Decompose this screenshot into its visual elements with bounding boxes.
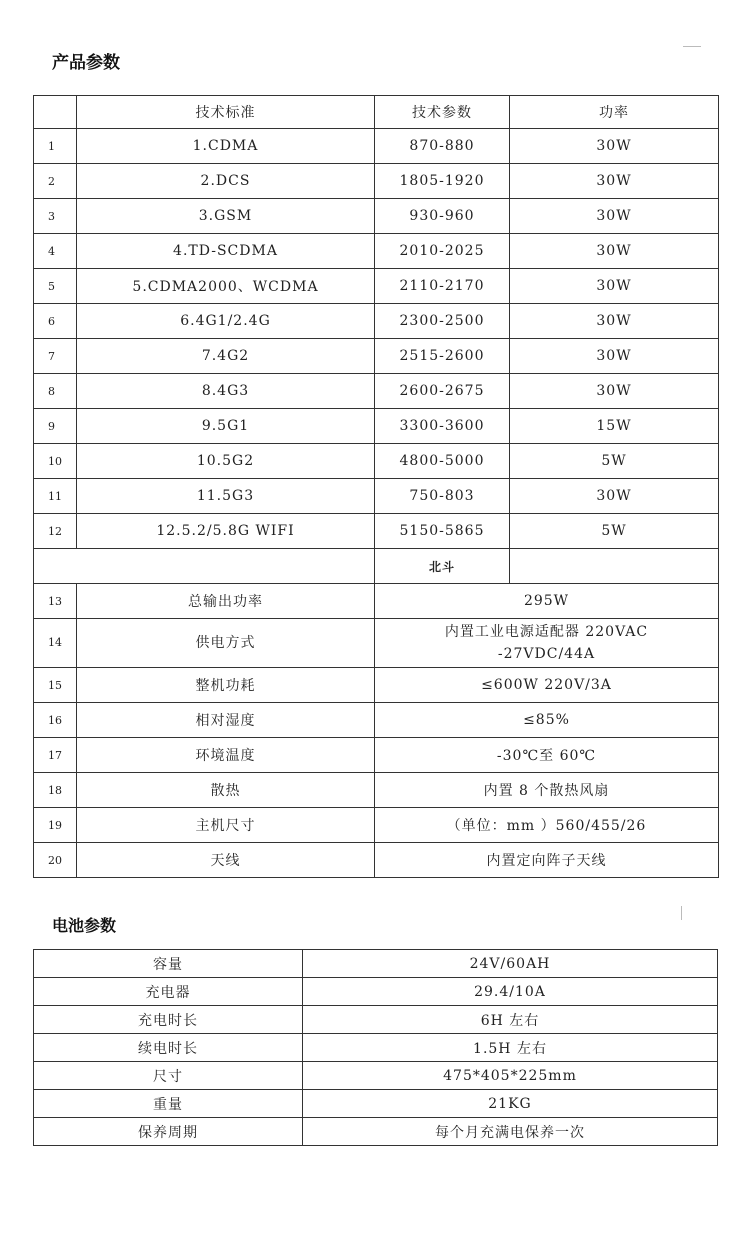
spec-value bbox=[375, 619, 719, 668]
band-standard: 10.5G2 bbox=[77, 444, 375, 479]
row-index: 18 bbox=[34, 773, 77, 808]
beidou-empty-power-cell bbox=[510, 549, 719, 584]
battery-param-name: 尺寸 bbox=[34, 1062, 303, 1090]
row-index: 13 bbox=[34, 584, 77, 619]
band-power: 30W bbox=[510, 269, 719, 304]
table-row bbox=[34, 1062, 718, 1090]
band-param: 2300-2500 bbox=[375, 304, 510, 339]
row-index: 1 bbox=[34, 129, 77, 164]
spec-name: 相对湿度 bbox=[77, 703, 375, 738]
band-power: 30W bbox=[510, 234, 719, 269]
row-index: 4 bbox=[34, 234, 77, 269]
header-cell-power: 功率 bbox=[510, 96, 719, 129]
battery-param-name: 重量 bbox=[34, 1090, 303, 1118]
table-row bbox=[34, 479, 719, 514]
row-index: 10 bbox=[34, 444, 77, 479]
spec-value: ≤600W 220V/3A bbox=[375, 668, 719, 703]
spec-name: 主机尺寸 bbox=[77, 808, 375, 843]
row-index: 11 bbox=[34, 479, 77, 514]
row-index: 12 bbox=[34, 514, 77, 549]
battery-param-name: 充电器 bbox=[34, 978, 303, 1006]
row-index: 15 bbox=[34, 668, 77, 703]
spec-row bbox=[34, 668, 719, 703]
spec-name: 供电方式 bbox=[77, 619, 375, 668]
beidou-empty-cell bbox=[34, 549, 375, 584]
band-standard: 8.4G3 bbox=[77, 374, 375, 409]
battery-param-value: 每个月充满电保养一次 bbox=[303, 1118, 718, 1146]
battery-param-value: 24V/60AH bbox=[303, 950, 718, 978]
spec-value-line2: -27VDC/44A bbox=[497, 646, 596, 662]
band-standard: 4.TD-SCDMA bbox=[77, 234, 375, 269]
battery-params-title: 电池参数 bbox=[52, 916, 117, 935]
spec-value: （单位：mm ）560/455/26 bbox=[375, 808, 719, 843]
spec-row bbox=[34, 808, 719, 843]
header-cell-index bbox=[34, 96, 77, 129]
row-index: 8 bbox=[34, 374, 77, 409]
spec-row bbox=[34, 703, 719, 738]
table-row bbox=[34, 374, 719, 409]
row-index: 5 bbox=[34, 269, 77, 304]
row-index: 6 bbox=[34, 304, 77, 339]
table-row bbox=[34, 199, 719, 234]
band-param: 2010-2025 bbox=[375, 234, 510, 269]
battery-param-name: 容量 bbox=[34, 950, 303, 978]
battery-param-name: 充电时长 bbox=[34, 1006, 303, 1034]
product-params-table bbox=[33, 95, 719, 878]
band-standard: 6.4G1/2.4G bbox=[77, 304, 375, 339]
table-row bbox=[34, 269, 719, 304]
spec-value: 内置定向阵子天线 bbox=[375, 843, 719, 878]
table-row bbox=[34, 164, 719, 199]
spec-name: 环境温度 bbox=[77, 738, 375, 773]
band-power: 30W bbox=[510, 199, 719, 234]
spec-name: 总输出功率 bbox=[77, 584, 375, 619]
table-row bbox=[34, 129, 719, 164]
header-cell-param: 技术参数 bbox=[375, 96, 510, 129]
row-index: 3 bbox=[34, 199, 77, 234]
band-param: 2515-2600 bbox=[375, 339, 510, 374]
row-index: 2 bbox=[34, 164, 77, 199]
battery-param-name: 保养周期 bbox=[34, 1118, 303, 1146]
battery-param-value: 29.4/10A bbox=[303, 978, 718, 1006]
row-index: 19 bbox=[34, 808, 77, 843]
spec-value: ≤85% bbox=[375, 703, 719, 738]
battery-param-value: 1.5H 左右 bbox=[303, 1034, 718, 1062]
band-param: 4800-5000 bbox=[375, 444, 510, 479]
header-cell-standard: 技术标准 bbox=[77, 96, 375, 129]
spec-value: 内置 8 个散热风扇 bbox=[375, 773, 719, 808]
band-param: 1805-1920 bbox=[375, 164, 510, 199]
spec-row bbox=[34, 843, 719, 878]
band-power: 5W bbox=[510, 444, 719, 479]
row-index: 16 bbox=[34, 703, 77, 738]
band-power: 30W bbox=[510, 374, 719, 409]
band-power: 15W bbox=[510, 409, 719, 444]
band-standard: 2.DCS bbox=[77, 164, 375, 199]
band-power: 30W bbox=[510, 479, 719, 514]
table-row bbox=[34, 234, 719, 269]
band-standard: 12.5.2/5.8G WIFI bbox=[77, 514, 375, 549]
spec-name: 天线 bbox=[77, 843, 375, 878]
row-index: 7 bbox=[34, 339, 77, 374]
row-index: 9 bbox=[34, 409, 77, 444]
table-row bbox=[34, 444, 719, 479]
table-row bbox=[34, 304, 719, 339]
band-power: 30W bbox=[510, 339, 719, 374]
table-row bbox=[34, 514, 719, 549]
band-power: 30W bbox=[510, 164, 719, 199]
band-standard: 3.GSM bbox=[77, 199, 375, 234]
table-row bbox=[34, 978, 718, 1006]
table-header-row bbox=[34, 96, 719, 129]
spec-row bbox=[34, 619, 719, 668]
band-param: 930-960 bbox=[375, 199, 510, 234]
battery-param-value: 475*405*225mm bbox=[303, 1062, 718, 1090]
spec-value: 295W bbox=[375, 584, 719, 619]
spec-name: 整机功耗 bbox=[77, 668, 375, 703]
spec-value: -30℃至 60℃ bbox=[375, 738, 719, 773]
battery-param-name: 续电时长 bbox=[34, 1034, 303, 1062]
band-power: 5W bbox=[510, 514, 719, 549]
band-param: 2110-2170 bbox=[375, 269, 510, 304]
table-row bbox=[34, 1090, 718, 1118]
band-param: 870-880 bbox=[375, 129, 510, 164]
band-standard: 5.CDMA2000、WCDMA bbox=[77, 269, 375, 304]
table-row bbox=[34, 1006, 718, 1034]
beidou-row bbox=[34, 549, 719, 584]
beidou-label: 北斗 bbox=[375, 549, 510, 584]
row-index: 14 bbox=[34, 619, 77, 668]
spec-row bbox=[34, 738, 719, 773]
battery-param-value: 21KG bbox=[303, 1090, 718, 1118]
band-standard: 1.CDMA bbox=[77, 129, 375, 164]
corner-mark bbox=[683, 46, 701, 47]
band-standard: 9.5G1 bbox=[77, 409, 375, 444]
band-standard: 11.5G3 bbox=[77, 479, 375, 514]
table-row bbox=[34, 1118, 718, 1146]
table-row bbox=[34, 339, 719, 374]
table-row bbox=[34, 1034, 718, 1062]
band-param: 5150-5865 bbox=[375, 514, 510, 549]
band-param: 2600-2675 bbox=[375, 374, 510, 409]
row-index: 20 bbox=[34, 843, 77, 878]
spec-name: 散热 bbox=[77, 773, 375, 808]
table-row bbox=[34, 950, 718, 978]
table-row bbox=[34, 409, 719, 444]
band-power: 30W bbox=[510, 129, 719, 164]
band-power: 30W bbox=[510, 304, 719, 339]
corner-mark bbox=[681, 906, 682, 920]
band-param: 3300-3600 bbox=[375, 409, 510, 444]
spec-row bbox=[34, 773, 719, 808]
battery-param-value: 6H 左右 bbox=[303, 1006, 718, 1034]
spec-row bbox=[34, 584, 719, 619]
row-index: 17 bbox=[34, 738, 77, 773]
battery-params-table bbox=[33, 949, 718, 1146]
band-param: 750-803 bbox=[375, 479, 510, 514]
spec-value-line1: 内置工业电源适配器 220VAC bbox=[444, 624, 649, 640]
product-params-title: 产品参数 bbox=[52, 53, 120, 73]
band-standard: 7.4G2 bbox=[77, 339, 375, 374]
